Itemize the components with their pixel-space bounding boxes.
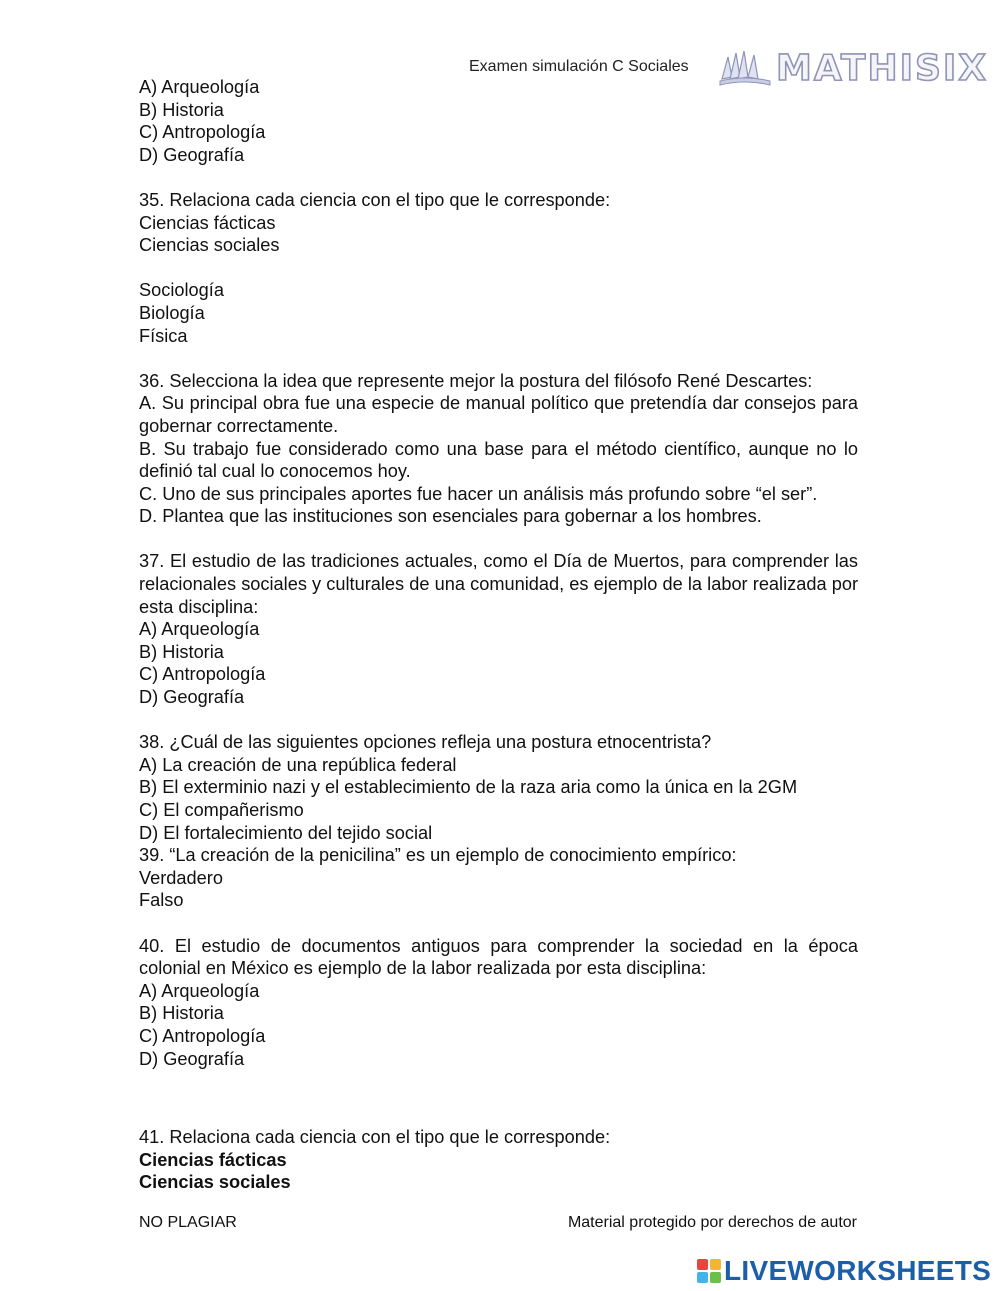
liveworksheets-wordmark: LIVEWORKSHEETS <box>724 1255 992 1286</box>
question-39 <box>139 844 858 912</box>
liveworksheets-logo <box>697 1256 991 1286</box>
question-36 <box>139 370 858 528</box>
option-text: A. Su principal obra fue una especie de manual político que pretendía dar consejos para gobernar correctamente. <box>139 393 858 436</box>
exam-content <box>139 76 858 1194</box>
option-text: C) Antropología <box>139 1025 266 1046</box>
question-text: 38. ¿Cuál de las siguientes opciones refleja una postura etnocentrista? <box>139 732 712 753</box>
question-text: 37. El estudio de las tradiciones actuales, como el Día de Muertos, para comprender las relacionales sociales y culturales de una comunidad, es ejemplo de la labor realizada por esta disciplina: <box>139 551 858 617</box>
option-text: Verdadero <box>139 867 223 888</box>
option-text: C) Antropología <box>139 122 266 143</box>
question-38 <box>139 731 858 844</box>
option-text: B. Su trabajo fue considerado como una base para el método científico, aunque no lo definió tal cual lo conocemos hoy. <box>139 438 858 482</box>
header-title: Examen simulación C Sociales <box>469 58 689 75</box>
option-text: C. Uno de sus principales aportes fue hacer un análisis más profundo sobre “el ser”. <box>139 483 818 504</box>
liveworksheets-blocks-icon <box>697 1259 721 1283</box>
option-text: A) Arqueología <box>139 77 260 97</box>
block-yellow <box>710 1259 721 1270</box>
mathisix-logo-wordmark: MATHISIX <box>776 48 989 89</box>
option-text: D. Plantea que las instituciones son esenciales para gobernar a los hombres. <box>139 506 762 527</box>
science-type: Ciencias fácticas <box>139 212 276 233</box>
science-item: Física <box>139 325 188 346</box>
option-text: D) El fortalecimiento del tejido social <box>139 822 433 843</box>
footer-copyright: Material protegido por derechos de autor <box>567 1214 857 1231</box>
option-text: Falso <box>139 890 184 911</box>
option-text: D) Geografía <box>139 144 245 165</box>
block-red <box>697 1259 708 1270</box>
question-text: 40. El estudio de documentos antiguos para comprender la sociedad en la época colonial en México es ejemplo de la labor realizada por esta disciplina: <box>139 935 858 979</box>
option-text: D) Geografía <box>139 687 245 708</box>
question-text: 39. “La creación de la penicilina” es un ejemplo de conocimiento empírico: <box>139 845 737 866</box>
science-type: Ciencias sociales <box>139 235 280 256</box>
science-item: Biología <box>139 302 205 323</box>
option-text: C) Antropología <box>139 664 266 685</box>
question-35 <box>139 189 858 347</box>
option-text: A) La creación de una república federal <box>139 754 457 775</box>
footer-notice: NO PLAGIAR <box>139 1214 237 1231</box>
question-40 <box>139 935 858 1071</box>
science-type: Ciencias sociales <box>139 1172 291 1193</box>
option-text: B) El exterminio nazi y el establecimiento de la raza aria como la única en la 2GM <box>139 777 798 798</box>
science-item: Sociología <box>139 280 224 301</box>
block-green <box>710 1272 721 1283</box>
question-text: 41. Relaciona cada ciencia con el tipo que le corresponde: <box>139 1127 611 1148</box>
option-text: B) Historia <box>139 1003 224 1024</box>
option-text: A) Arqueología <box>139 619 260 640</box>
option-text: B) Historia <box>139 641 224 662</box>
question-text: 36. Selecciona la idea que represente mejor la postura del filósofo René Descartes: <box>139 370 813 391</box>
science-type: Ciencias fácticas <box>139 1149 287 1170</box>
option-text: B) Historia <box>139 99 224 120</box>
question-37 <box>139 550 858 708</box>
question-41 <box>139 1126 858 1194</box>
block-blue <box>697 1272 708 1283</box>
question-text: 35. Relaciona cada ciencia con el tipo que le corresponde: <box>139 189 611 210</box>
option-text: D) Geografía <box>139 1048 245 1069</box>
top-options-list <box>139 76 858 166</box>
option-text: C) El compañerismo <box>139 800 304 820</box>
option-text: A) Arqueología <box>139 980 260 1001</box>
